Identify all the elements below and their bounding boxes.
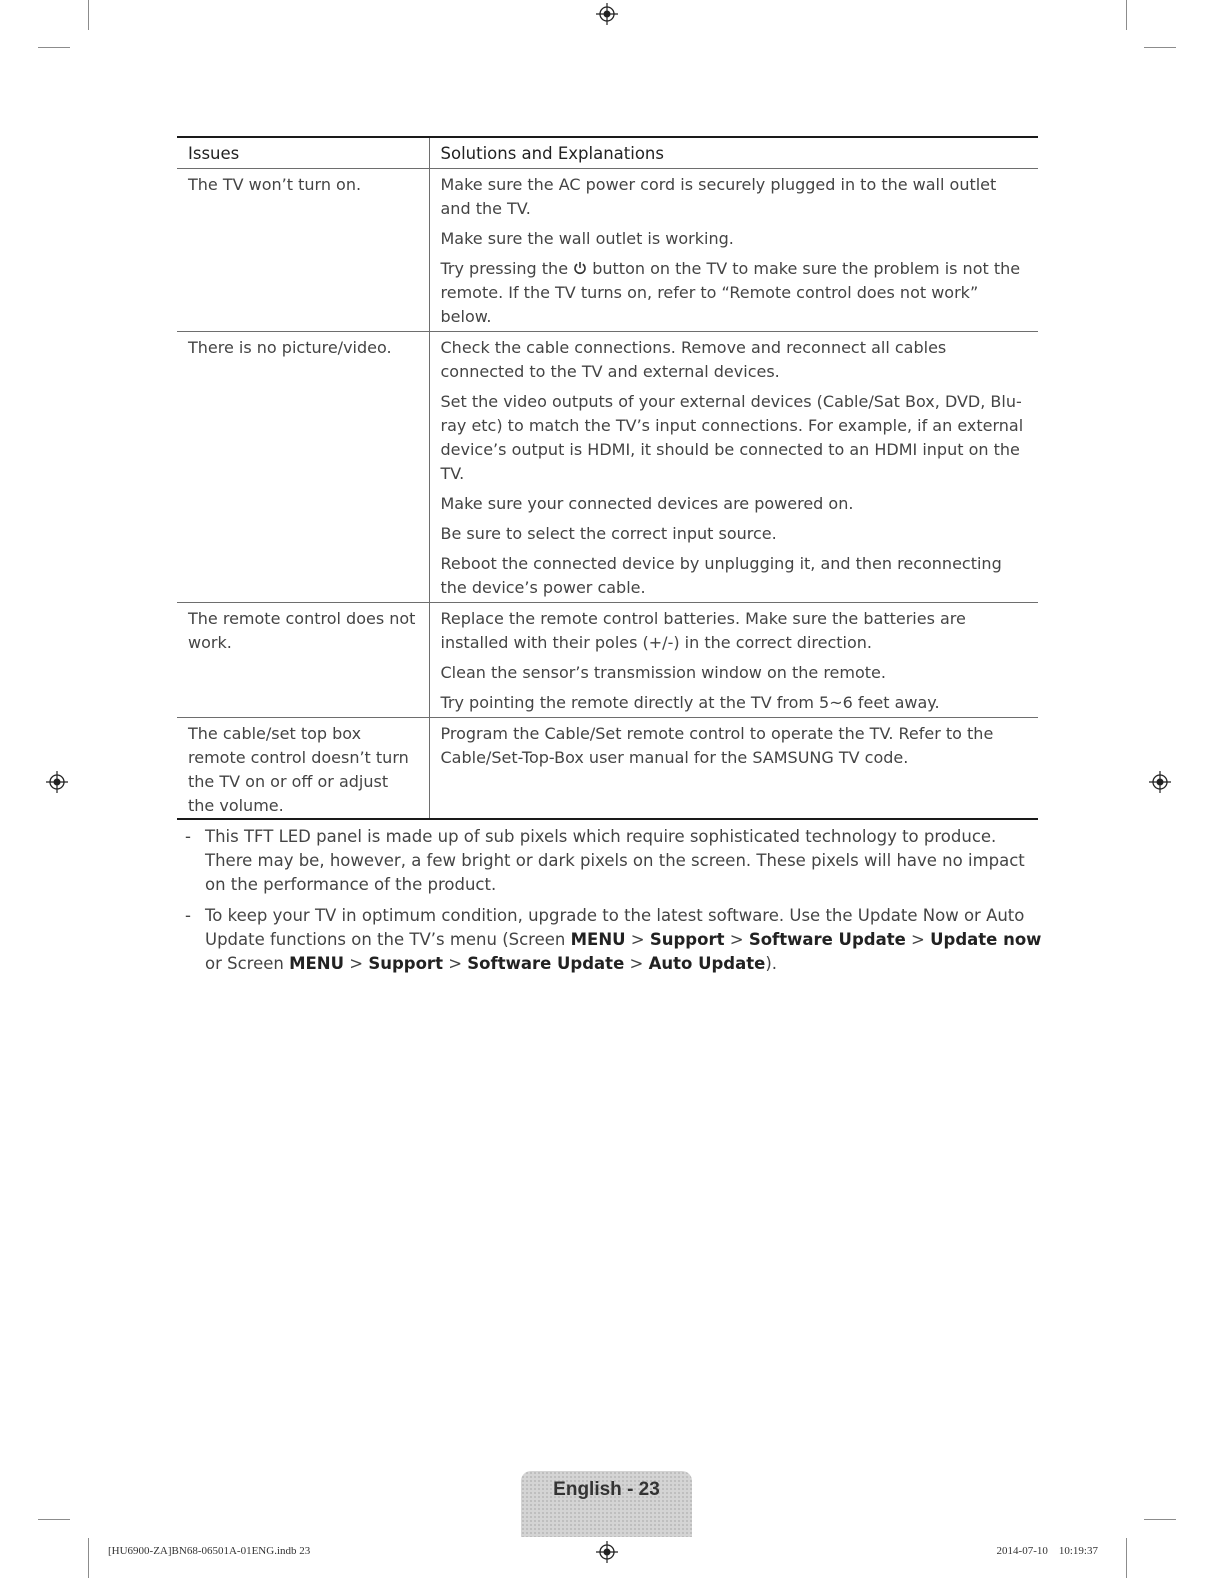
crop-mark: [88, 0, 89, 30]
solution-text: Program the Cable/Set remote control to operate the TV. Refer to the Cable/Set-Top-Box user manual for the SAMSUNG TV code.: [440, 724, 994, 767]
menu-path-separator: >: [349, 954, 364, 973]
crop-mark: [38, 47, 70, 48]
solution-cell: [429, 332, 1038, 603]
note-dash: -: [185, 827, 191, 846]
crop-mark: [88, 1538, 89, 1578]
note-text: or Screen: [205, 954, 284, 973]
note-text: ).: [765, 954, 777, 973]
print-file-info: [HU6900-ZA]BN68-06501A-01ENG.indb 23: [108, 1545, 311, 1557]
page-number: English - 23: [553, 1479, 660, 1500]
menu-path-separator: >: [911, 930, 925, 949]
solution-text: Check the cable connections. Remove and reconnect all cables connected to the TV and external devices.: [440, 338, 947, 381]
menu-path-item: Support: [368, 954, 443, 973]
issue-cell: The TV won’t turn on.: [177, 169, 429, 332]
menu-path-item: MENU: [289, 954, 345, 973]
menu-path-item: Update now: [930, 930, 1042, 949]
issue-cell: The cable/set top box remote control doesn’t turn the TV on or off or adjust the volume.: [177, 718, 429, 820]
crop-mark: [38, 1519, 70, 1520]
power-icon: [573, 261, 587, 275]
registration-mark-icon: [596, 1541, 618, 1563]
issue-cell: The remote control does not work.: [177, 603, 429, 718]
solution-text: Make sure the AC power cord is securely plugged in to the wall outlet and the TV.: [440, 175, 997, 218]
troubleshooting-table: [177, 136, 1038, 820]
solution-text: [441, 257, 1029, 329]
issue-cell: There is no picture/video.: [177, 332, 429, 603]
menu-path-item: MENU: [570, 930, 626, 949]
note-item: [185, 825, 1045, 897]
solutions-header: Solutions and Explanations: [429, 137, 1038, 169]
registration-mark-icon: [46, 771, 68, 793]
solution-text: Make sure your connected devices are powered on.: [440, 494, 854, 513]
solution-cell: [429, 603, 1038, 718]
note-item: [185, 904, 1045, 976]
solution-text: Set the video outputs of your external devices (Cable/Sat Box, DVD, Blu-ray etc) to match the TV’s input connections. For example, if an external device’s output is HDMI, it should be connected to an HDMI input on the TV.: [440, 392, 1024, 483]
crop-mark: [1126, 0, 1127, 30]
solution-text: Make sure the wall outlet is working.: [440, 229, 734, 248]
table-row: [177, 718, 1038, 820]
solution-text-part: button on the TV to make sure the problem is not the remote. If the TV turns on, refer to “Remote control does not work” below.: [440, 259, 1021, 326]
menu-path-separator: >: [629, 954, 644, 973]
table-row: [177, 332, 1038, 603]
registration-mark-icon: [1149, 771, 1171, 793]
page-number-badge: [521, 1471, 692, 1537]
solution-text: Replace the remote control batteries. Make sure the batteries are installed with their poles (+/-) in the correct direction.: [440, 609, 966, 652]
crop-mark: [1144, 1519, 1176, 1520]
note-text: To keep your TV in optimum condition, upgrade to the latest software. Use the Update Now or Auto Update functions on the TV’s menu (Screen: [205, 906, 1025, 949]
crop-mark: [1126, 1538, 1127, 1578]
notes-list: [185, 825, 1045, 983]
registration-mark-icon: [596, 3, 618, 25]
solution-text: Try pointing the remote directly at the TV from 5~6 feet away.: [440, 693, 940, 712]
table-row: [177, 169, 1038, 332]
menu-path-item: Auto Update: [648, 954, 766, 973]
menu-path-separator: >: [448, 954, 463, 973]
menu-path-item: Software Update: [467, 954, 625, 973]
solution-text: Clean the sensor’s transmission window on the remote.: [440, 663, 886, 682]
note-text: This TFT LED panel is made up of sub pixels which require sophisticated technology to produce. There may be, however, a few bright or dark pixels on the screen. These pixels will have no impact on the performance of the product.: [205, 827, 1025, 894]
print-timestamp: 2014-07-10 10:19:37: [996, 1545, 1098, 1557]
solution-cell: [429, 169, 1038, 332]
menu-path-item: Software Update: [748, 930, 906, 949]
solution-text-part: Try pressing the: [440, 259, 569, 278]
menu-path-separator: >: [630, 930, 645, 949]
solution-text: Be sure to select the correct input source.: [440, 524, 777, 543]
solution-cell: [429, 718, 1038, 820]
crop-mark: [1144, 47, 1176, 48]
menu-path-item: Support: [649, 930, 725, 949]
solution-text: Reboot the connected device by unplugging it, and then reconnecting the device’s power cable.: [440, 554, 1002, 597]
table-row: [177, 603, 1038, 718]
note-dash: -: [185, 906, 191, 925]
table-header-row: [177, 137, 1038, 169]
menu-path-separator: >: [729, 930, 744, 949]
issues-header: Issues: [177, 137, 429, 169]
